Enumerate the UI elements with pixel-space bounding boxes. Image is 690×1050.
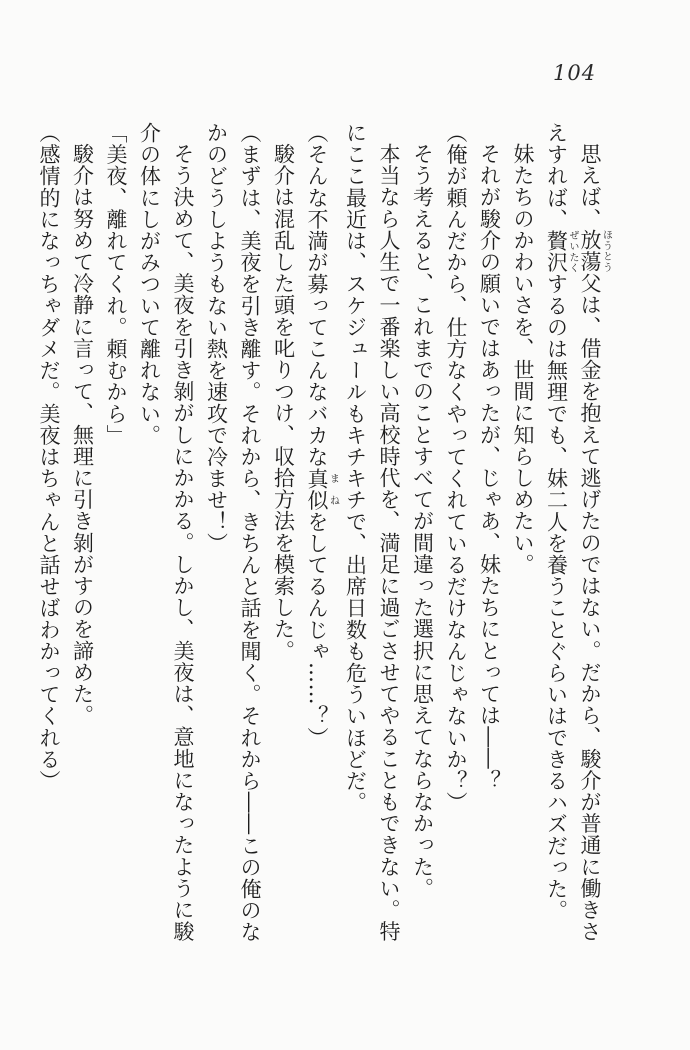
paragraph: そう決めて、美夜を引き剝がしにかかる。しかし、美夜は、意地になったように駿介の体にしがみついて離れない。 xyxy=(137,122,195,943)
ruby-annotated-word: 放蕩ほうとう xyxy=(578,229,612,273)
paragraph: それが駿介の願いではあったが、じゃあ、妹たちにとっては――？ xyxy=(477,143,502,791)
paragraph: 本当なら人生で一番楽しい高校時代を、満足に過ごさせてやることもできない。特にここ最近は、スケジュールもキチキチで、出席日数も危ういほどだ。 xyxy=(343,122,401,943)
paragraph: 駿介は努めて冷静に言って、無理に引き剝がすのを諦めた。 xyxy=(70,143,95,727)
ruby-annotated-word: 贅沢ぜいたく xyxy=(544,230,578,274)
paragraph: 駿介は混乱した頭を叱りつけ、収拾方法を模索した。 xyxy=(271,143,296,662)
paragraph: 妹たちのかわいさを、世間に知らしめたい。 xyxy=(511,143,535,575)
paragraph: 「美夜、離れてくれ。頼むから」 xyxy=(104,122,128,446)
paragraph: そう考えると、これまでのことすべてが間違った選択に思えてならなかった。 xyxy=(410,143,435,899)
paragraph: 思えば、放蕩ほうとう父は、借金を抱えて逃げたのではない。だから、駿介が普通に働きさえすれば、贅沢ぜいたくするのは無理でも、妹二人を養うことぐらいはできるハズだった。 xyxy=(544,122,612,943)
ruby-annotated-word: 真似まね xyxy=(305,467,339,511)
paragraph: （そんな不満が募ってこんなバカな真似まねをしてるんじゃ……？） xyxy=(305,122,339,749)
page-text xyxy=(39,122,611,949)
paragraph: （まずは、美夜を引き離す。それから、きちんと話を聞く。それから――この俺のなかのどうしようもない熱を速攻で冷ませ！） xyxy=(204,122,262,943)
page-number: 104 xyxy=(553,61,597,85)
paragraph: （感情的になっちゃダメだ。美夜はちゃんと話せばわかってくれる） xyxy=(37,122,61,792)
paragraph: （俺が頼んだから、仕方なくやってくれているだけなんじゃないか？） xyxy=(444,122,468,814)
